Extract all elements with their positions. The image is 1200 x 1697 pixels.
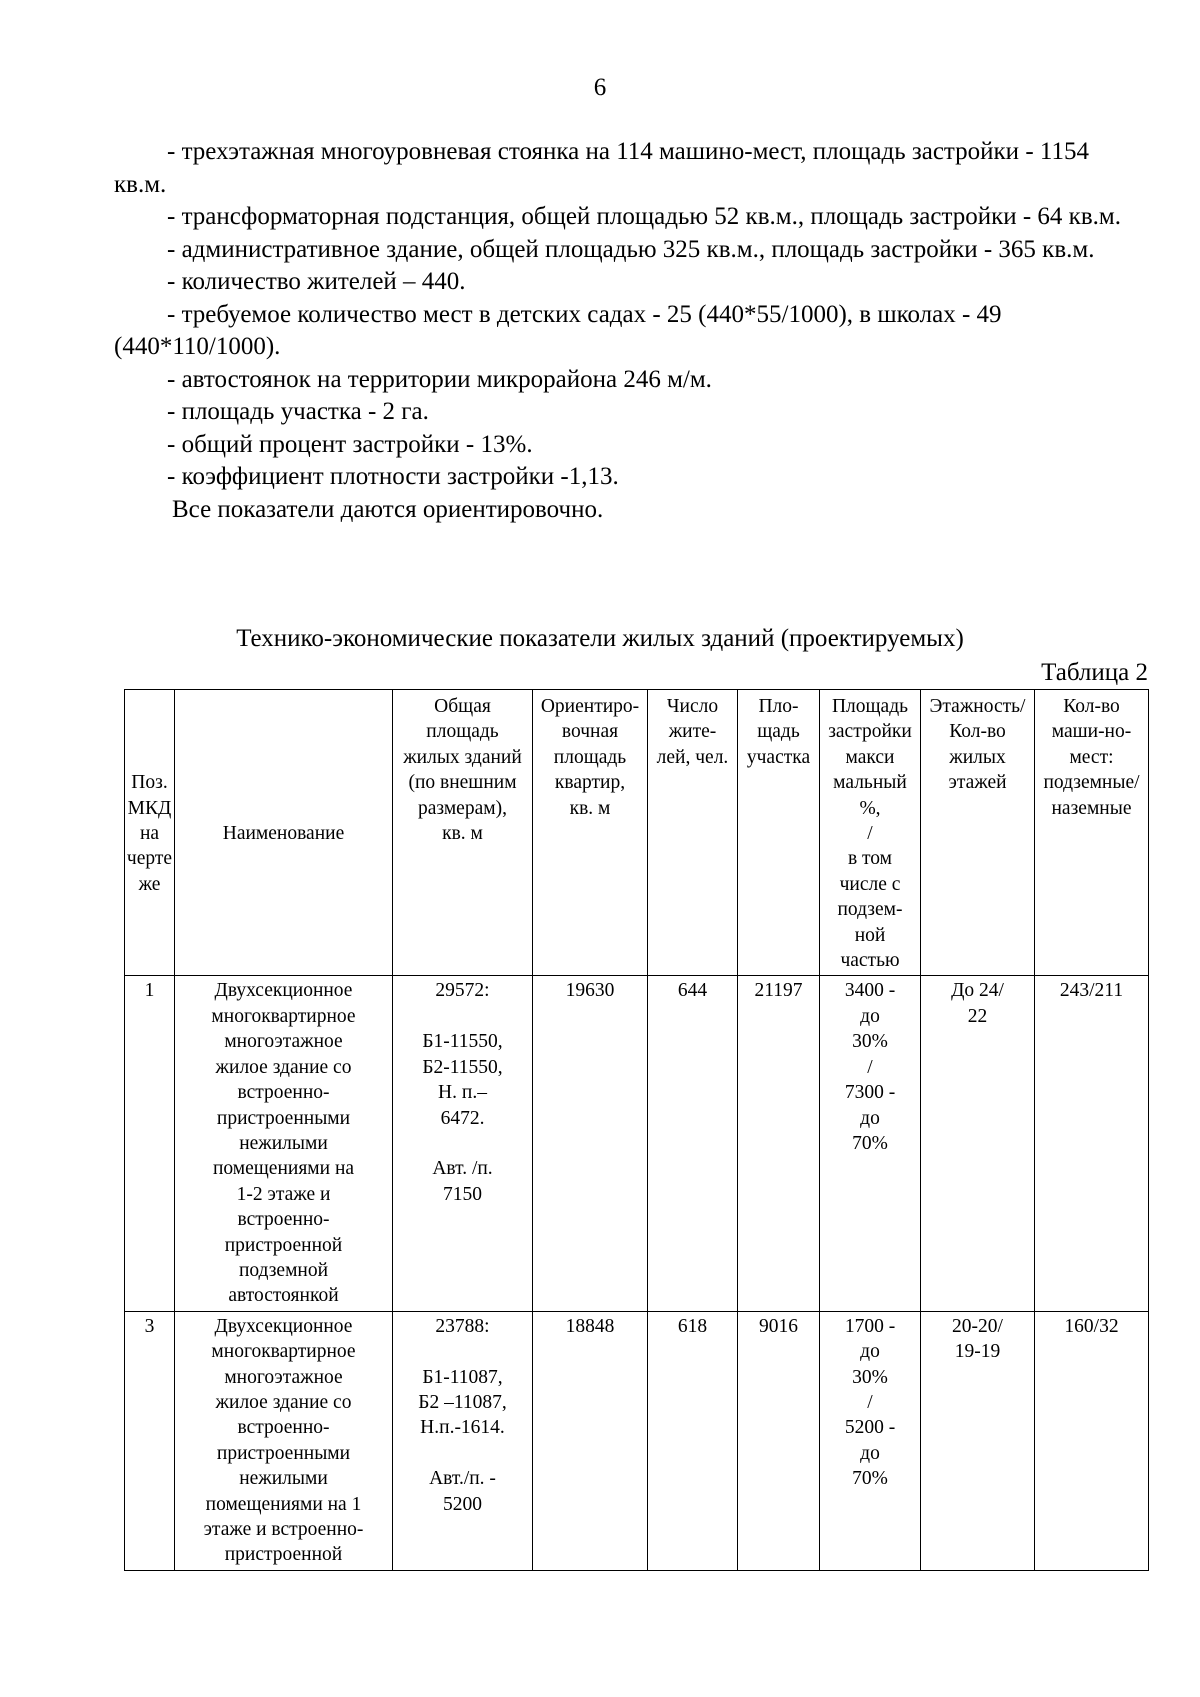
paragraph: - общий процент застройки - 13%. <box>167 430 533 458</box>
paragraph: - автостоянок на территории микрорайона 246 м/м. <box>167 365 712 393</box>
cell-apartments-area: 18848 <box>533 1311 648 1570</box>
cell-plot-area: 21197 <box>738 976 820 1311</box>
cell-position: 1 <box>125 976 175 1311</box>
header-built-area: Площадь застройки макси мальный %, / в том числе с подзем- ной частью <box>820 690 921 976</box>
table-row <box>125 1311 1149 1570</box>
cell-parking: 160/32 <box>1035 1311 1149 1570</box>
cell-apartments-area: 19630 <box>533 976 648 1311</box>
cell-name: Двухсекционное многоквартирное многоэтажное жилое здание со встроенно- пристроенными нежилыми помещениями на 1 этаже и встроенно- пристроенной <box>175 1311 393 1570</box>
header-apartments-area: Ориентиро- вочная площадь квартир, кв. м <box>533 690 648 976</box>
header-floors: Этажность/ Кол-во жилых этажей <box>921 690 1035 976</box>
cell-built-area: 3400 - до 30% / 7300 - до 70% <box>820 976 921 1311</box>
paragraph: - трансформаторная подстанция, общей площадью 52 кв.м., площадь застройки - 64 кв.м. <box>167 203 1121 230</box>
header-name: Наименование <box>175 690 393 976</box>
header-total-area: Общая площадь жилых зданий (по внешним размерам), кв. м <box>393 690 533 976</box>
cell-total-area: 29572: Б1-11550, Б2-11550, Н. п.– 6472. Авт. /п. 7150 <box>393 976 533 1311</box>
body-text <box>114 136 1144 526</box>
paragraph: - трехэтажная многоуровневая стоянка на 114 машино-мест, площадь застройки - 1154 кв.м. <box>114 138 1089 198</box>
cell-floors: 20-20/ 19-19 <box>921 1311 1035 1570</box>
cell-plot-area: 9016 <box>738 1311 820 1570</box>
paragraph: - требуемое количество мест в детских садах - 25 (440*55/1000), в школах - 49 (440*110/1000). <box>114 300 1002 360</box>
header-plot-area: Пло- щадь участка <box>738 690 820 976</box>
paragraph: - коэффициент плотности застройки -1,13. <box>167 463 619 490</box>
header-position: Поз. МКД на черте же <box>125 690 175 976</box>
header-parking: Кол-во маши-но- мест: подземные/ наземные <box>1035 690 1149 976</box>
cell-residents: 644 <box>648 976 738 1311</box>
cell-parking: 243/211 <box>1035 976 1149 1311</box>
table-row <box>125 976 1149 1311</box>
cell-residents: 618 <box>648 1311 738 1570</box>
cell-name: Двухсекционное многоквартирное многоэтажное жилое здание со встроенно- пристроенными нежилыми помещениями на 1-2 этаже и встроенно- пристроенной подземной автостоянкой <box>175 976 393 1311</box>
paragraph: - административное здание, общей площадью 325 кв.м., площадь застройки - 365 кв.м. <box>167 235 1095 263</box>
cell-total-area: 23788: Б1-11087, Б2 –11087, Н.п.-1614. Авт./п. - 5200 <box>393 1311 533 1570</box>
header-residents: Число жите- лей, чел. <box>648 690 738 976</box>
cell-floors: До 24/ 22 <box>921 976 1035 1311</box>
cell-position: 3 <box>125 1311 175 1570</box>
paragraph: - площадь участка - 2 га. <box>167 398 429 425</box>
table-header-row <box>125 690 1149 976</box>
table-label: Таблица 2 <box>1041 659 1148 686</box>
closing-line: Все показатели даются ориентировочно. <box>172 495 604 523</box>
table-title: Технико-экономические показатели жилых зданий (проектируемых) <box>236 625 964 652</box>
indicators-table <box>124 689 1149 1571</box>
page-number: 6 <box>593 74 607 101</box>
paragraph: - количество жителей – 440. <box>167 268 466 295</box>
cell-built-area: 1700 - до 30% / 5200 - до 70% <box>820 1311 921 1570</box>
